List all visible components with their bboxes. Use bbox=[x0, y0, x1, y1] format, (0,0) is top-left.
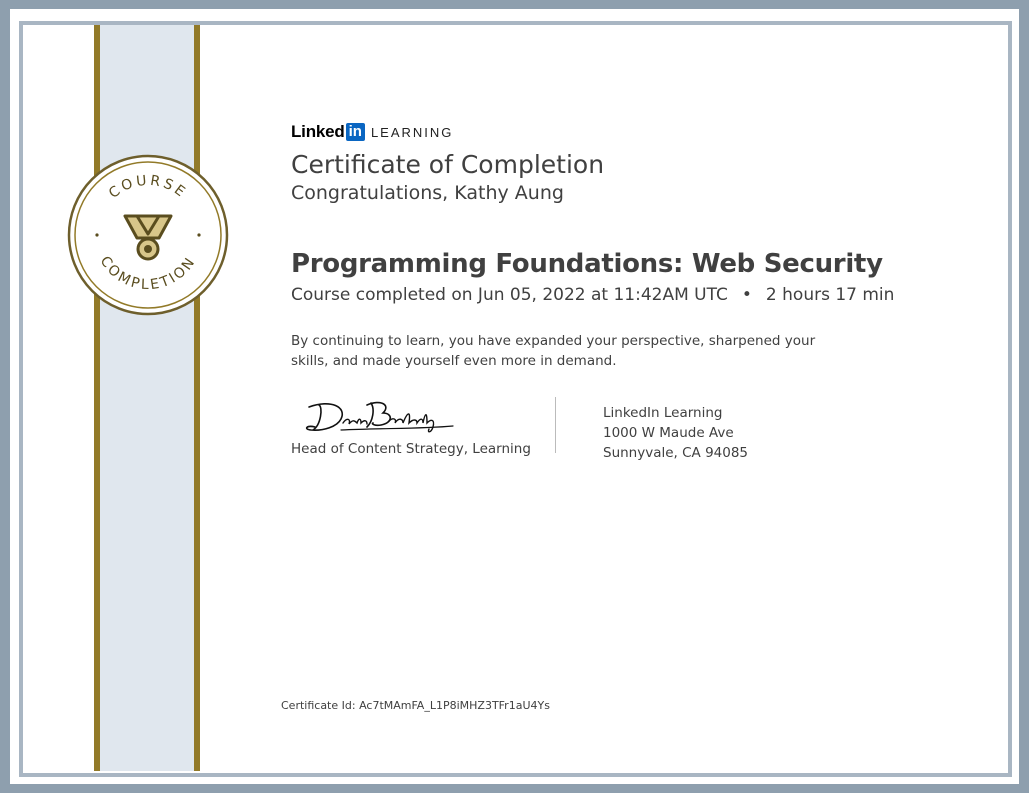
congratulations-text: Congratulations, Kathy Aung bbox=[291, 182, 564, 204]
certificate-page bbox=[10, 9, 1019, 784]
linkedin-learning-logo bbox=[291, 121, 991, 143]
address-line: Sunnyvale, CA 94085 bbox=[603, 445, 749, 461]
logo-learning: LEARNING bbox=[370, 124, 454, 140]
signature-divider bbox=[555, 397, 556, 453]
address-line: LinkedIn Learning bbox=[603, 405, 723, 421]
separator-dot: • bbox=[741, 285, 752, 305]
address-line: 1000 W Maude Ave bbox=[603, 425, 734, 441]
company-address bbox=[603, 403, 748, 463]
course-duration: 2 hours 17 min bbox=[765, 285, 895, 305]
signer-title: Head of Content Strategy, Learning bbox=[291, 441, 531, 457]
certificate-content bbox=[291, 121, 991, 467]
logo-in-badge: in bbox=[346, 123, 365, 141]
seal-bottom-text: COMPLETION bbox=[96, 253, 200, 294]
certificate-blurb: By continuing to learn, you have expanded your perspective, sharpened your skills, and made yourself even more in demand. bbox=[291, 333, 816, 369]
logo-linked: Linked bbox=[291, 122, 345, 141]
seal-top-text: COURSE bbox=[105, 172, 191, 202]
signature-image bbox=[301, 397, 461, 437]
completion-date: Course completed on Jun 05, 2022 at 11:42AM UTC bbox=[291, 285, 728, 305]
ribbon bbox=[94, 25, 200, 771]
certificate-title: Certificate of Completion bbox=[291, 150, 605, 179]
certificate-id: Certificate Id: Ac7tMAmFA_L1P8iMHZ3TFr1aU4Ys bbox=[281, 699, 550, 712]
completion-info bbox=[291, 283, 991, 307]
signature-section bbox=[291, 397, 991, 467]
course-title: Programming Foundations: Web Security bbox=[291, 249, 883, 279]
course-completion-seal bbox=[67, 154, 229, 316]
